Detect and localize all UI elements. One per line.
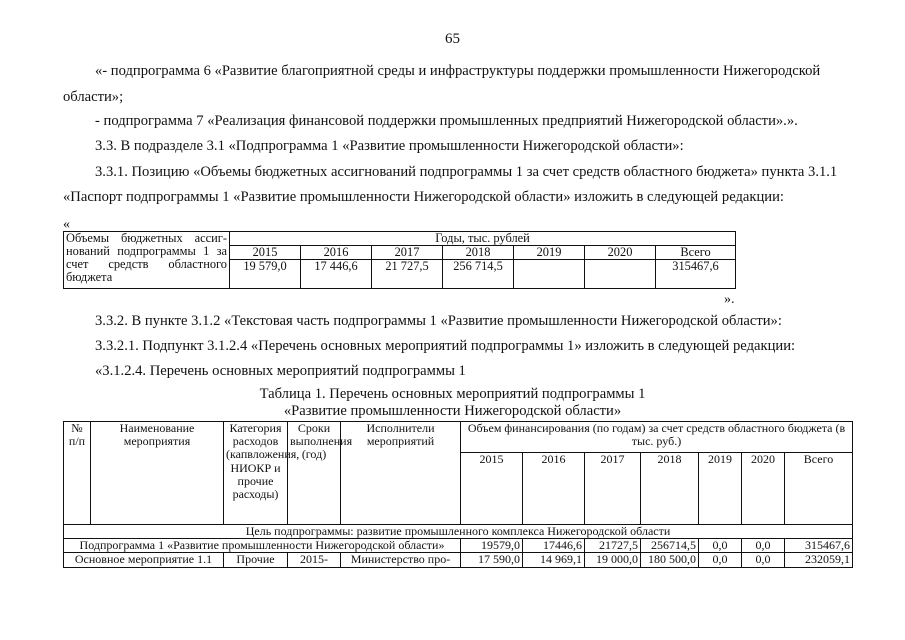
table-title-line1: Таблица 1. Перечень основных мероприятий подпрограммы 1: [259, 386, 646, 402]
budget-value-total: 315467,6: [656, 260, 736, 289]
year-header-2018: 2018: [443, 246, 514, 260]
budget-label-line: нований подпрограммы 1 за: [66, 244, 227, 258]
year-header-2019: 2019: [514, 246, 585, 260]
paragraph-3-1-2-4: «3.1.2.4. Перечень основных мероприятий подпрограммы 1: [95, 363, 466, 379]
paragraph-3-3-1-cont: «Паспорт подпрограммы 1 «Развитие промышленности Нижегородской области» изложить в следующей редакции:: [63, 189, 784, 205]
header-year-2018: 2018: [641, 453, 699, 525]
budget-value-2020: [585, 260, 656, 289]
budget-value-2015: 19 579,0: [230, 260, 301, 289]
header-term: Сроки выполнения (год): [288, 422, 341, 525]
year-header-2015: 2015: [230, 246, 301, 260]
measure-executor: Министерство про-: [341, 553, 461, 567]
budget-value-2018: 256 714,5: [443, 260, 514, 289]
budget-label-line: Объемы бюджетных ассиг-: [66, 231, 227, 245]
paragraph-3-3-2-1: 3.3.2.1. Подпункт 3.1.2.4 «Перечень основных мероприятий подпрограммы 1» изложить в следующей редакции:: [95, 338, 796, 354]
budget-value-2019: [514, 260, 585, 289]
paragraph-3-3: 3.3. В подразделе 3.1 «Подпрограмма 1 «Развитие промышленности Нижегородской области»:: [95, 138, 684, 154]
measure-name: Основное мероприятие 1.1: [64, 553, 224, 567]
subprogram-value-2017: 21727,5: [585, 539, 641, 553]
table-title-line2: «Развитие промышленности Нижегородской области»: [283, 403, 622, 419]
measure-value-total: 232059,1: [785, 553, 853, 567]
subprogram-value-2019: 0,0: [699, 539, 742, 553]
header-num: № п/п: [64, 422, 91, 525]
year-header-2016: 2016: [301, 246, 372, 260]
year-header-2017: 2017: [372, 246, 443, 260]
header-name: Наименование мероприятия: [91, 422, 224, 525]
budget-allocation-table: [63, 231, 736, 289]
measure-value-2019: 0,0: [699, 553, 742, 567]
subprogram-value-2020: 0,0: [742, 539, 785, 553]
measure-category: Прочие: [224, 553, 288, 567]
year-header-total: Всего: [656, 246, 736, 260]
budget-value-2017: 21 727,5: [372, 260, 443, 289]
budget-label-cell: [64, 232, 230, 289]
paragraph-3-3-1: 3.3.1. Позицию «Объемы бюджетных ассигнований подпрограммы 1 за счет средств областного бюджета» пункта 3.1.1: [95, 164, 838, 180]
header-funding: Объем финансирования (по годам) за счет средств областного бюджета (в тыс. руб.): [461, 422, 853, 453]
header-year-2020: 2020: [742, 453, 785, 525]
measure-value-2020: 0,0: [742, 553, 785, 567]
budget-label-line: счет средств областного: [66, 257, 227, 271]
measure-term: 2015-: [288, 553, 341, 567]
measure-value-2016: 14 969,1: [523, 553, 585, 567]
header-year-2016: 2016: [523, 453, 585, 525]
measure-value-2018: 180 500,0: [641, 553, 699, 567]
goal-row: Цель подпрограммы: развитие промышленного комплекса Нижегородской области: [64, 525, 853, 539]
subprogram-value-total: 315467,6: [785, 539, 853, 553]
quote-open: «: [63, 217, 70, 232]
header-year-2019: 2019: [699, 453, 742, 525]
subprogram-name: Подпрограмма 1 «Развитие промышленности Нижегородской области»: [64, 539, 461, 553]
paragraph-3-3-2: 3.3.2. В пункте 3.1.2 «Текстовая часть подпрограммы 1 «Развитие промышленности Нижегородской области»:: [95, 313, 782, 329]
page-number: 65: [445, 31, 460, 47]
budget-label-line: бюджета: [66, 270, 113, 284]
budget-value-2016: 17 446,6: [301, 260, 372, 289]
quote-close: ».: [724, 292, 735, 307]
year-header-2020: 2020: [585, 246, 656, 260]
subprogram-value-2018: 256714,5: [641, 539, 699, 553]
header-year-total: Всего: [785, 453, 853, 525]
measures-table: [63, 421, 853, 568]
paragraph-subprogram-6-cont: области»;: [63, 89, 124, 105]
header-year-2017: 2017: [585, 453, 641, 525]
header-year-2015: 2015: [461, 453, 523, 525]
measure-value-2017: 19 000,0: [585, 553, 641, 567]
years-header: Годы, тыс. рублей: [230, 232, 736, 246]
paragraph-subprogram-6: «- подпрограмма 6 «Развитие благоприятной среды и инфраструктуры поддержки промышленности Нижегородской: [95, 63, 821, 79]
subprogram-value-2015: 19579,0: [461, 539, 523, 553]
header-category: Категория расходов (капвложения, НИОКР и прочие расходы): [224, 422, 288, 525]
header-executors: Исполнители мероприятий: [341, 422, 461, 525]
measure-value-2015: 17 590,0: [461, 553, 523, 567]
subprogram-value-2016: 17446,6: [523, 539, 585, 553]
paragraph-subprogram-7: - подпрограмма 7 «Реализация финансовой поддержки промышленных предприятий Нижегородской области».».: [95, 113, 798, 129]
